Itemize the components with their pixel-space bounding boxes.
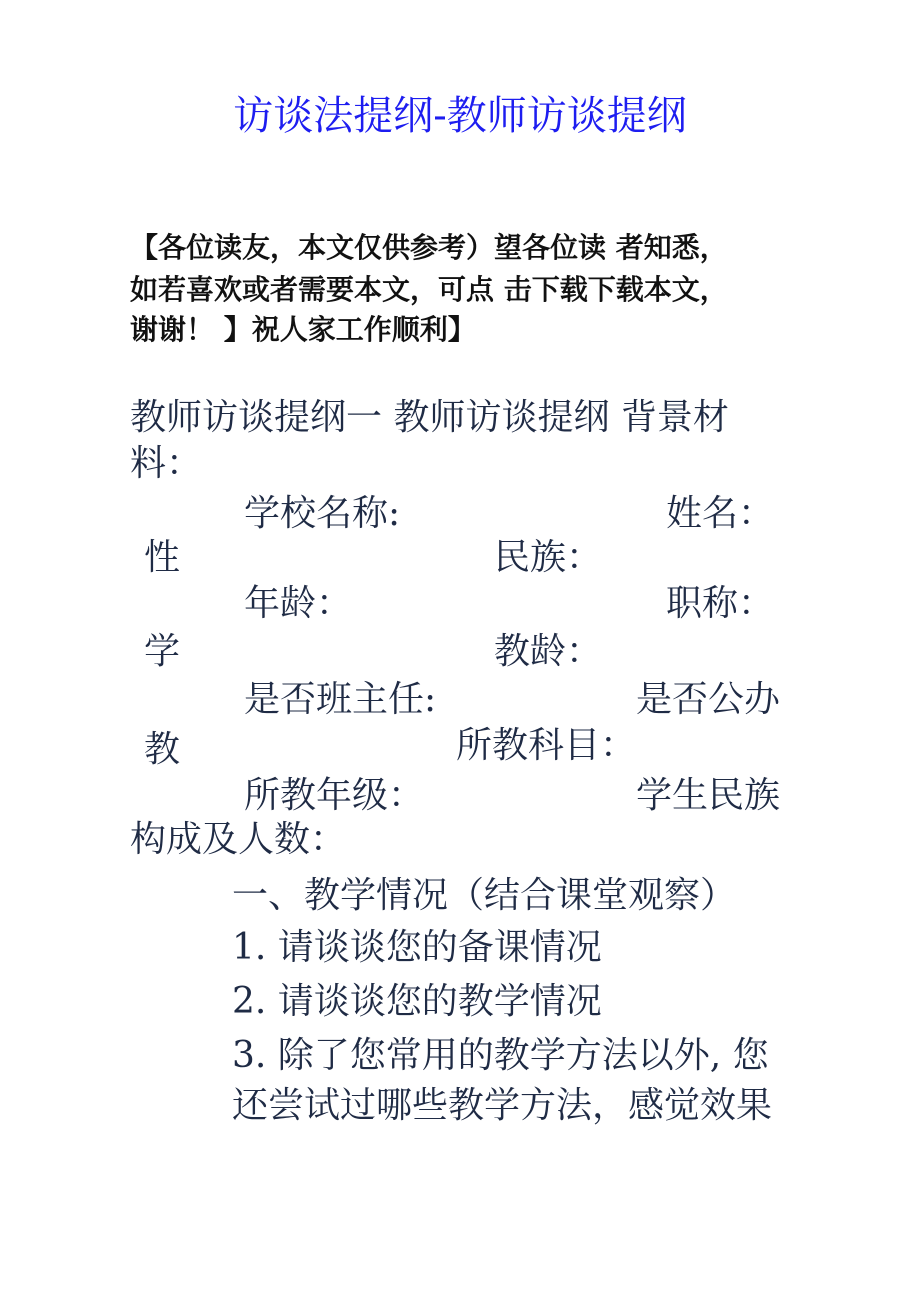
field-name: 姓名： (666, 493, 775, 534)
intro-line-1: 教师访谈提纲一 教师访谈提纲 背景材 (130, 397, 729, 438)
notice-line-3: 谢谢！ 】祝人家工作顺利】 (130, 313, 476, 346)
field-subject: 所教科目： (456, 725, 637, 766)
field-ethnicity: 民族： (494, 537, 603, 578)
notice-line-1: 【各位读友，本文仅供参考）望各位读 者知悉， (130, 231, 728, 264)
field-education-fragment: 学 (144, 631, 181, 672)
field-teacher-fragment: 教 (144, 729, 181, 770)
question-3-line-1: 3. 除了您常用的教学方法以外, 您 (232, 1035, 769, 1076)
question-3-line-2: 还尝试过哪些教学方法，感觉效果 (232, 1085, 773, 1126)
field-gender-fragment: 性 (144, 537, 181, 578)
field-grade: 所教年级： (244, 775, 425, 816)
page-title: 访谈法提纲-教师访谈提纲 (233, 93, 687, 139)
field-teaching-years: 教龄： (494, 631, 603, 672)
notice-line-2: 如若喜欢或者需要本文，可点 击下载下载本文， (130, 273, 728, 306)
section-heading: 一、教学情况（结合课堂观察） (232, 875, 737, 916)
field-public-fragment: 是否公办 (636, 679, 781, 720)
field-school-name: 学校名称: (244, 493, 401, 534)
field-student-ethnic: 学生民族 (636, 775, 781, 816)
field-head-teacher: 是否班主任: (244, 679, 437, 720)
intro-line-2: 料： (130, 443, 203, 484)
field-age: 年龄： (244, 583, 353, 624)
question-2: 2. 请谈谈您的教学情况 (232, 981, 602, 1022)
field-composition: 构成及人数： (130, 819, 347, 860)
field-title: 职称： (666, 583, 775, 624)
question-1: 1. 请谈谈您的备课情况 (232, 927, 602, 968)
